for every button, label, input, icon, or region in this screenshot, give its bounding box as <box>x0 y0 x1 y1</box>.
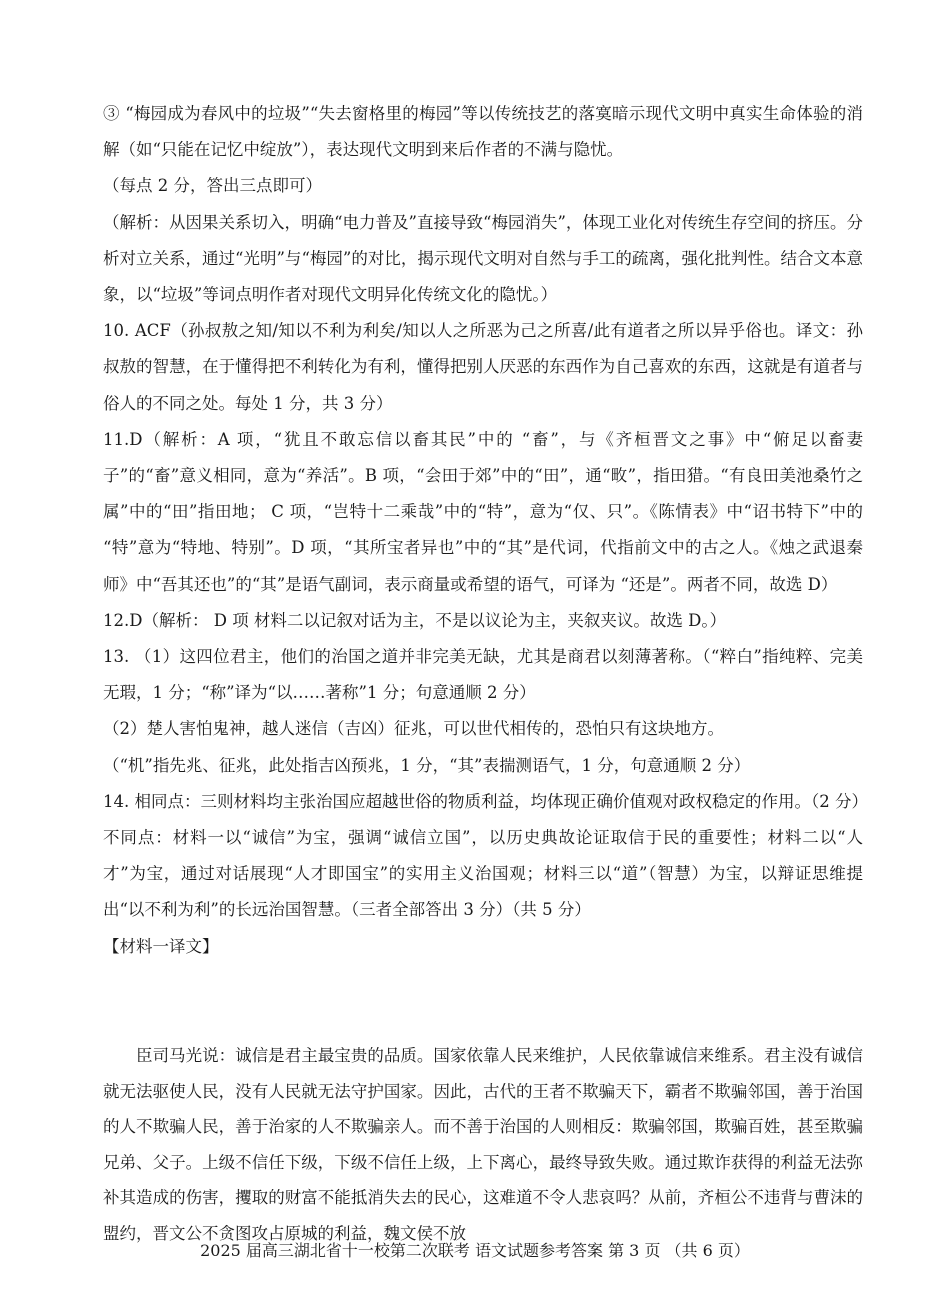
answer-9-point-3: ③ “梅园成为春风中的垃圾”“失去窗格里的梅园”等以传统技艺的落寞暗示现代文明中真实生命体验的消解（如“只能在记忆中绽放”），表达现代文明到来后作者的不满与隐忧。 <box>103 104 863 160</box>
answer-11: 11.D（解析：A 项，“犹且不敢忘信以畜其民”中的 “畜”，与《齐桓晋文之事》中“俯足以畜妻子”的“畜”意义相同，意为“养活”。B 项，“会田于郊”中的“田”，通“畋”，指田猎。“有良田美池桑竹之属”中的“田”指田地； C 项，“岂特十二乘哉”中的“特”，意为“仅、只”。《陈情表》中“诏书特下”中的 “特”意为“特地、特别”。D 项，“其所宝者异也”中的“其”是代词，代指前文中的古之人。《烛之武退秦师》中“吾其还也”的“其”是语气副词，表示商量或希望的语气，可译为 “还是”。两者不同，故选 D） <box>103 429 863 594</box>
answer-9-analysis: （解析：从因果关系切入，明确“电力普及”直接导致“梅园消失”，体现工业化对传统生存空间的挤压。分析对立关系，通过“光明”与“梅园”的对比，揭示现代文明对自然与手工的疏离，强化批判性。结合文本意象，以“垃圾”等词点明作者对现代文明异化传统文化的隐忧。） <box>103 212 863 305</box>
answer-9-scoring-note: （每点 2 分，答出三点即可） <box>103 176 322 196</box>
translation-text: 臣司马光说：诚信是君主最宝贵的品质。国家依靠人民来维护，人民依靠诚信来维系。君主没有诚信就无法驱使人民，没有人民就无法守护国家。因此，古代的王者不欺骗天下，霸者不欺骗邻国，善于治国的人不欺骗人民，善于治家的人不欺骗亲人。而不善于治国的人则相反：欺骗邻国，欺骗百姓，甚至欺骗兄弟、父子。上级不信任下级，下级不信任上级，上下离心，最终导致失败。通过欺诈获得的利益无法弥补其造成的伤害，攫取的财富不能抵消失去的民心，这难道不令人悲哀吗？从前，齐桓公不违背与曹沫的盟约，晋文公不贪图攻占原城的利益，魏文侯不放 <box>103 1046 863 1243</box>
material-1-translation-heading: 【材料一译文】 <box>103 936 219 956</box>
answer-body <box>103 96 868 965</box>
answer-13-part-2: （2）楚人害怕鬼神，越人迷信（吉凶）征兆，可以世代相传的，恐怕只有这块地方。 <box>103 719 724 739</box>
answer-14-difference: 不同点：材料一以“诚信”为宝，强调“诚信立国”，以历史典故论证取信于民的重要性；材料二以“人才”为宝，通过对话展现“人才即国宝”的实用主义治国观；材料三以“道”（智慧）为宝，以辩证思维提出“以不利为利”的长远治国智慧。（三者全部答出 3 分）（共 5 分） <box>103 828 863 920</box>
answer-12: 12.D（解析： D 项 材料二以记叙对话为主，不是以议论为主，夹叙夹议。故选 D。） <box>103 610 727 630</box>
page-footer: 2025 届高三湖北省十一校第二次联考 语文试题参考答案 第 3 页 （共 6 页） <box>200 1241 750 1260</box>
answer-13-part-1: 13. （1）这四位君主，他们的治国之道并非完美无缺，尤其是商君以刻薄著称。（“粹白”指纯粹、完美无瑕，1 分；“称”译为“以……著称”1 分；句意通顺 2 分） <box>103 647 863 703</box>
answer-13-part-2-scoring: （“机”指先兆、征兆，此处指吉凶预兆，1 分，“其”表揣测语气，1 分，句意通顺 2 分） <box>103 755 751 775</box>
answer-10: 10. ACF（孙叔敖之知/知以不利为利矣/知以人之所恶为己之所喜/此有道者之所以异乎俗也。译文：孙叔敖的智慧，在于懂得把不利转化为有利，懂得把别人厌恶的东西作为自己喜欢的东西，这就是有道者与俗人的不同之处。每处 1 分，共 3 分） <box>103 321 863 413</box>
material-1-translation <box>103 1038 863 1252</box>
answer-14-similarity: 14. 相同点：三则材料均主张治国应超越世俗的物质利益，均体现正确价值观对政权稳定的作用。（2 分） <box>103 791 868 811</box>
